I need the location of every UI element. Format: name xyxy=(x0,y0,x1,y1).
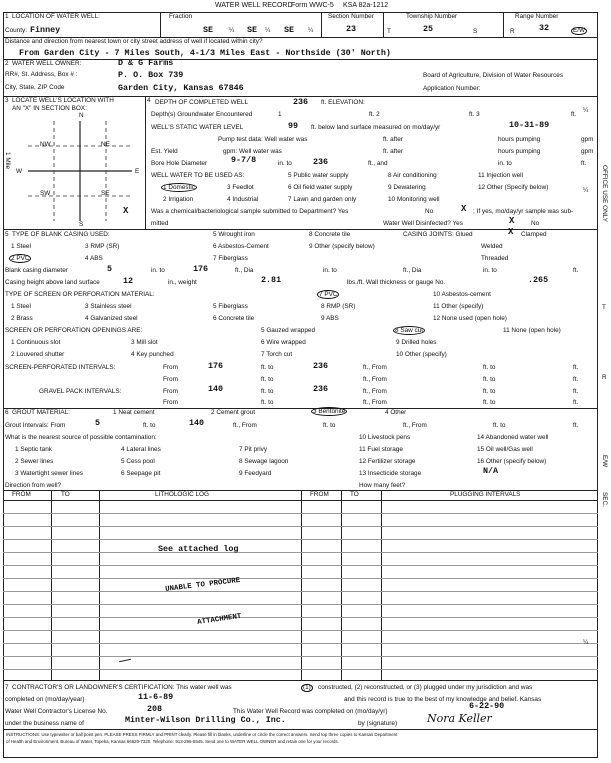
section-number-value[interactable]: 23 xyxy=(346,24,357,34)
township-s-label: S xyxy=(473,28,478,35)
use-other[interactable]: 12 Other (Specify below) xyxy=(478,184,549,191)
use-irrigation[interactable]: 2 Irrigation xyxy=(163,196,194,203)
gravel-ft-to-3: ft. to xyxy=(261,399,274,406)
contam-abandoned[interactable]: 14 Abandoned water well xyxy=(477,434,549,441)
section-7-number: 7 xyxy=(5,684,9,691)
quarter-symbol: ¼ xyxy=(265,27,271,34)
quarter-symbol: ¼ xyxy=(308,27,314,34)
screen-asbestos[interactable]: 10 Asbestos-cement xyxy=(433,291,491,298)
range-value[interactable]: 32 xyxy=(539,23,550,33)
city-label: City, State, ZIP Code xyxy=(5,84,65,91)
contam-na-value[interactable]: N/A xyxy=(483,466,499,476)
compass-w: W xyxy=(16,168,23,175)
plug-from-header: FROM xyxy=(310,491,329,498)
opening-mill[interactable]: 3 Mill slot xyxy=(131,339,158,346)
perf-ft-to-2: ft. to xyxy=(483,364,496,371)
section-2-number: 2 xyxy=(5,60,9,67)
use-feedlot[interactable]: 3 Feedlot xyxy=(227,184,254,191)
township-number-label: Township Number xyxy=(406,13,458,20)
distance-value[interactable]: From Garden City - 7 Miles South, 4-1/3 Miles East - Northside (30' North) xyxy=(19,48,391,58)
opening-key[interactable]: 4 Key punched xyxy=(131,351,174,358)
section-5-number: 5 xyxy=(5,231,9,238)
business-label: under the business name of xyxy=(5,720,84,727)
chem-no: No xyxy=(425,208,434,215)
contam-other[interactable]: 16 Other (specify below) xyxy=(477,458,547,465)
section-6-number: 6 xyxy=(5,409,9,416)
blank-ft-dia-2: ft., Dia xyxy=(403,267,422,274)
depth-label: DEPTH OF COMPLETED WELL xyxy=(155,99,249,106)
perf-ft: ft. xyxy=(573,364,579,371)
license-label: Water Well Contractor's License No. xyxy=(5,708,108,715)
contam-lagoon[interactable]: 8 Sewage lagoon xyxy=(239,458,289,465)
location-x-mark[interactable]: X xyxy=(123,206,129,216)
township-value[interactable]: 25 xyxy=(423,24,434,34)
quadrant-ne: NE xyxy=(101,141,110,148)
grout-material-label: GROUT MATERIAL: xyxy=(12,409,70,416)
sidebar-quarter-1: ¼ xyxy=(583,107,589,114)
screen-fiberglass[interactable]: 5 Fiberglass xyxy=(213,303,248,310)
instructions-line-1: INSTRUCTIONS: Use typewriter or ball point pen. PLEASE PRESS FIRMLY and PRINT clearly. Please fill in blanks, underline or circle the correct answers. Send top three copies to Kansas Department xyxy=(6,732,398,737)
cert-label: CONTRACTOR'S OR LANDOWNER'S CERTIFICATION: This water well was xyxy=(12,684,232,691)
record-date-value[interactable]: 6-22-90 xyxy=(469,701,505,711)
gravel-pack-label: GRAVEL PACK INTERVALS: xyxy=(39,388,122,395)
grout-to-value[interactable]: 140 xyxy=(189,418,205,428)
opening-torch[interactable]: 7 Torch cut xyxy=(261,351,293,358)
blank-casing-label: Blank casing diameter xyxy=(5,267,68,274)
contam-oil[interactable]: 15 Oil well/Gas well xyxy=(477,446,533,453)
contam-pit[interactable]: 7 Pit privy xyxy=(239,446,268,453)
board-label: Board of Agriculture, Division of Water Resources xyxy=(423,72,564,79)
owner-label: WATER WELL OWNER: xyxy=(12,60,82,67)
opening-continuous[interactable]: 1 Continuous slot xyxy=(11,339,61,346)
quarter-symbol: ¼ xyxy=(229,27,235,34)
business-value[interactable]: Minter-Wilson Drilling Co., Inc. xyxy=(125,715,286,725)
casing-weight-value[interactable]: 2.81 xyxy=(261,275,282,285)
how-many-feet-label: How many feet? xyxy=(359,482,406,489)
glued-x[interactable]: X xyxy=(508,227,514,237)
opening-gauzed[interactable]: 5 Gauzed wrapped xyxy=(261,327,316,334)
bore-depth-value[interactable]: 236 xyxy=(313,157,329,167)
contam-insecticide[interactable]: 13 Insecticide storage xyxy=(359,470,422,477)
elevation-label: ft. ELEVATION: xyxy=(321,99,365,106)
bore-diameter-value[interactable]: 9-7/8 xyxy=(231,155,257,165)
water-use-label: WELL WATER TO BE USED AS: xyxy=(151,172,245,179)
contamination-label: What is the nearest source of possible contamination: xyxy=(5,434,157,441)
screen-brass[interactable]: 2 Brass xyxy=(11,315,33,322)
joints-welded[interactable]: Welded xyxy=(481,243,503,250)
office-r: R xyxy=(602,374,607,381)
gravel-ft-2: ft. xyxy=(573,399,579,406)
water-well-record-form xyxy=(3,0,598,761)
est-yield-gpm: gpm: Well water was xyxy=(223,148,282,155)
gravel-ft-to: ft. to xyxy=(261,388,274,395)
casing-height-value[interactable]: 12 xyxy=(123,276,134,286)
gravel-ft-from-2: ft., From xyxy=(363,399,387,406)
contam-septic[interactable]: 1 Septic tank xyxy=(15,446,52,453)
plugging-intervals-header: PLUGGING INTERVALS xyxy=(450,491,521,498)
instructions-line-2: of Health and Environment, Bureau of Water, Topeka, Kansas 66620-7320. Telephone: 913-296-5545. Send one to WATER WELL OWNER and retain one for your records. xyxy=(6,739,339,744)
opening-none[interactable]: 11 None (open hole) xyxy=(503,327,561,334)
screen-other[interactable]: 11 Other (specify) xyxy=(433,303,484,310)
joints-threaded[interactable]: Threaded xyxy=(481,255,509,262)
grout-from-value[interactable]: 5 xyxy=(95,418,101,428)
gravel-ft-from: ft., From xyxy=(363,388,387,395)
contam-lateral[interactable]: 4 Lateral lines xyxy=(121,446,161,453)
casing-asbestos[interactable]: 6 Asbestos-Cement xyxy=(213,243,269,250)
form-number: Form WWC-5 xyxy=(291,2,334,9)
section-number-label: Section Number xyxy=(328,13,374,20)
section-3-number: 3 xyxy=(5,97,9,104)
perf-ft-to: ft. to xyxy=(261,364,274,371)
plug-to-header: TO xyxy=(350,491,359,498)
grout-ft-to-3: ft. to xyxy=(493,422,506,429)
grout-neat[interactable]: 1 Neat cement xyxy=(113,409,155,416)
grout-other[interactable]: 4 Other xyxy=(385,409,407,416)
record-completed-label: This Water Well Record was completed on (mo/day/yr) xyxy=(233,708,388,715)
gauge-value[interactable]: .265 xyxy=(528,275,549,285)
chem-sample-label: Was a chemical/bacteriological sample submitted to Department? Yes xyxy=(151,208,349,215)
quadrant-sw: SW xyxy=(40,190,51,197)
signature: Nora Keller xyxy=(427,712,492,725)
address-label: RR#, St. Address, Box # : xyxy=(5,71,78,78)
bore-in-to-2: in. to xyxy=(498,160,512,167)
perf-ft-from-2: ft., From xyxy=(363,376,387,383)
blank-diameter-value[interactable]: 5 xyxy=(107,264,113,274)
use-air[interactable]: 8 Air conditioning xyxy=(388,172,437,179)
grout-ft-from-2: ft., From xyxy=(403,422,427,429)
grout-ft-to: ft. to xyxy=(143,422,156,429)
address-value[interactable]: P. O. Box 739 xyxy=(118,70,184,80)
completed-label: completed on (mo/day/year) xyxy=(5,696,85,703)
contam-sewer[interactable]: 2 Sewer lines xyxy=(15,458,54,465)
completed-date-value[interactable]: 11-6-89 xyxy=(138,692,174,702)
license-value[interactable]: 208 xyxy=(147,704,163,714)
quarter-3-value[interactable]: SE xyxy=(284,25,295,35)
chem-no-x[interactable]: X xyxy=(461,204,467,214)
gravel-from-label-2: From xyxy=(163,399,178,406)
pump-ft-after: ft. after xyxy=(383,136,403,143)
pump-gpm: gpm xyxy=(581,136,594,143)
fraction-label: Fraction xyxy=(169,13,193,20)
blank-in-to: in. to xyxy=(151,267,165,274)
blank-in-to-2: in. to xyxy=(323,267,337,274)
office-use-label: OFFICE USE ONLY xyxy=(601,165,608,223)
contam-fertilizer[interactable]: 12 Fertilizer storage xyxy=(359,458,416,465)
office-sec: SEC. xyxy=(601,492,608,507)
screen-steel[interactable]: 1 Steel xyxy=(11,303,31,310)
use-public[interactable]: 5 Public water supply xyxy=(288,172,349,179)
grout-cement[interactable]: 2 Cement grout xyxy=(211,409,256,416)
screen-none[interactable]: 12 None used (open hole) xyxy=(433,315,507,322)
est-gpm: gpm xyxy=(581,148,594,155)
section-1-number: 1 xyxy=(5,13,9,20)
ksa-reference: KSA 82a-1212 xyxy=(343,2,389,9)
quadrant-se: SE xyxy=(101,190,110,197)
casing-height-label: Casing height above land surface xyxy=(5,279,100,286)
compass-s: S xyxy=(79,221,84,228)
distance-label: Distance and direction from nearest town or city street address of well if located within city? xyxy=(5,38,263,45)
use-monitoring[interactable]: 10 Monitoring well xyxy=(388,196,440,203)
gw-3: ft. 3 xyxy=(469,111,480,118)
casing-pvc[interactable]: 2 PVC xyxy=(11,255,30,262)
log-note-unable: UNABLE TO PROCURE xyxy=(164,576,241,594)
casing-concrete[interactable]: 8 Concrete tile xyxy=(309,231,351,238)
range-r-label: R xyxy=(510,28,515,35)
blank-in-to-3: in. to xyxy=(483,267,497,274)
perf-ft-to-3: ft. to xyxy=(261,376,274,383)
opening-saw-cut[interactable]: 8 Saw cut xyxy=(395,327,424,334)
range-number-label: Range Number xyxy=(515,13,559,20)
range-direction-circled[interactable]: E/W xyxy=(573,27,586,34)
groundwater-label: Depth(s) Groundwater Encountered xyxy=(151,111,253,118)
casing-abs[interactable]: 4 ABS xyxy=(85,255,103,262)
casing-fiberglass[interactable]: 7 Fiberglass xyxy=(213,255,248,262)
screen-pvc[interactable]: 7 PVC xyxy=(319,291,338,298)
grout-intervals-label: Grout Intervals: From xyxy=(5,422,66,429)
log-note-attached: See attached log xyxy=(158,544,239,554)
township-t-label: T xyxy=(387,28,391,35)
signature-label: by (signature) xyxy=(358,720,398,727)
static-date-value[interactable]: 10-31-89 xyxy=(509,120,550,130)
screen-material-label: TYPE OF SCREEN OR PERFORATION MATERIAL: xyxy=(5,291,155,298)
pump-test-label: Pump test data: Well water was xyxy=(218,136,308,143)
gw-1: 1 xyxy=(278,111,282,118)
gravel-ft-to-2: ft. to xyxy=(483,388,496,395)
gw-ft: ft. xyxy=(571,111,577,118)
casing-type-label: TYPE OF BLANK CASING USED: xyxy=(12,231,110,238)
static-level-label: WELL'S STATIC WATER LEVEL xyxy=(151,124,244,131)
joints-clamped[interactable]: Clamped xyxy=(521,231,547,238)
casing-steel[interactable]: 1 Steel xyxy=(11,243,31,250)
gw-2: ft. 2 xyxy=(369,111,380,118)
log-to-header: TO xyxy=(61,491,70,498)
use-lawn[interactable]: 7 Lawn and garden only xyxy=(288,196,357,203)
locate-label-2: AN "X" IN SECTION BOX: xyxy=(12,105,87,112)
quarter-2-value[interactable]: SE xyxy=(247,25,258,35)
disinfected-x[interactable]: X xyxy=(509,216,515,226)
office-ew: E/W xyxy=(601,455,608,468)
cert-choice-circled[interactable]: (1) xyxy=(303,684,311,691)
log-note-attachment: ATTACHMENT xyxy=(196,612,242,627)
opening-drilled[interactable]: 9 Drilled holes xyxy=(396,339,437,346)
county-value[interactable]: Finney xyxy=(30,25,61,35)
est-ft-after: ft. after xyxy=(383,148,403,155)
contam-feedyard[interactable]: 9 Feedyard xyxy=(239,470,272,477)
sidebar-quarter-3: ¼ xyxy=(583,639,589,646)
screen-abs[interactable]: 9 ABS xyxy=(321,315,339,322)
bore-ft-and: ft., and xyxy=(368,160,388,167)
perforated-intervals-label: SCREEN-PERFORATED INTERVALS: xyxy=(5,364,116,371)
owner-name-value[interactable]: D & G Farms xyxy=(118,58,174,68)
perf-from-label: From xyxy=(163,364,178,371)
contam-seepage[interactable]: 6 Seepage pit xyxy=(121,470,161,477)
grout-bentonite[interactable]: 3 Bentonite xyxy=(313,408,346,415)
compass-n: N xyxy=(79,112,84,119)
blank-depth-value[interactable]: 176 xyxy=(193,264,209,274)
bore-ft: ft. xyxy=(581,160,587,167)
bore-diameter-label: Bore Hole Diameter xyxy=(151,160,208,167)
depth-value[interactable]: 236 xyxy=(293,97,309,107)
use-oil[interactable]: 6 Oil field water supply xyxy=(288,184,353,191)
pump-hours: hours pumping xyxy=(498,136,541,143)
gravel-ft: ft. xyxy=(573,388,579,395)
lithologic-log-header: LITHOLOGIC LOG xyxy=(155,491,209,498)
chem-mitted: mitted xyxy=(151,220,169,227)
screen-stainless[interactable]: 3 Stainless steel xyxy=(85,303,132,310)
gravel-from-value[interactable]: 140 xyxy=(208,384,224,394)
gravel-from-label: From xyxy=(163,388,178,395)
grout-ft-from: ft., From xyxy=(233,422,257,429)
disinfected-label: Water Well Disinfected? Yes xyxy=(383,220,463,227)
direction-label: Direction from well? xyxy=(5,482,62,489)
blank-ft: ft. xyxy=(573,267,579,274)
wall-thickness-label: lbs./ft. Wall thickness or gauge No. xyxy=(347,279,446,286)
contam-livestock[interactable]: 10 Livestock pens xyxy=(359,434,411,441)
blank-ft-dia: ft., Dia xyxy=(235,267,254,274)
screen-rmp[interactable]: 8 RMP (SR) xyxy=(321,303,356,310)
opening-louvered[interactable]: 2 Louvered shutter xyxy=(11,351,65,358)
casing-rmp[interactable]: 3 RMP (SR) xyxy=(85,243,120,250)
perf-ft-from: ft., From xyxy=(363,364,387,371)
mile-label: 1 Mile xyxy=(4,152,11,170)
section-box-grid[interactable] xyxy=(28,121,132,221)
disinfected-no: No xyxy=(531,220,540,227)
casing-other[interactable]: 9 Other (specify below) xyxy=(309,243,375,250)
application-number-label: Application Number: xyxy=(423,85,481,92)
screen-concrete[interactable]: 6 Concrete tile xyxy=(213,315,255,322)
locate-label: LOCATE WELL'S LOCATION WITH xyxy=(12,97,114,104)
quarter-1-value[interactable]: SE xyxy=(203,25,214,35)
opening-wire[interactable]: 6 Wire wrapped xyxy=(261,339,306,346)
screen-galvanized[interactable]: 4 Galvanized steel xyxy=(85,315,138,322)
use-industrial[interactable]: 4 Industrial xyxy=(227,196,259,203)
county-label: County: xyxy=(5,27,28,34)
est-yield-label: Est. Yield xyxy=(151,148,178,155)
grout-ft: ft. xyxy=(573,422,579,429)
perf-to-value[interactable]: 236 xyxy=(313,361,329,371)
contam-watertight[interactable]: 3 Watertight sewer lines xyxy=(15,470,83,477)
section-4-number: 4 xyxy=(147,97,151,104)
use-dewatering[interactable]: 9 Dewatering xyxy=(388,184,426,191)
contam-cess[interactable]: 5 Cess pool xyxy=(121,458,155,465)
perf-from-value[interactable]: 176 xyxy=(208,361,224,371)
use-domestic[interactable]: 1 Domestic xyxy=(163,184,195,191)
log-from-header: FROM xyxy=(12,491,31,498)
opening-other[interactable]: 10 Other (specify) xyxy=(396,351,447,358)
city-value[interactable]: Garden City, Kansas 67846 xyxy=(118,83,244,93)
grout-ft-to-2: ft. to xyxy=(323,422,336,429)
static-level-tail: ft. below land surface measured on mo/day/yr xyxy=(311,124,441,131)
office-t: T xyxy=(602,304,606,311)
perf-ft-to-4: ft. to xyxy=(483,376,496,383)
contam-fuel[interactable]: 11 Fuel storage xyxy=(359,446,403,453)
gravel-to-value[interactable]: 236 xyxy=(313,384,329,394)
perf-ft-2: ft. xyxy=(573,376,579,383)
joints-label: CASING JOINTS: Glued xyxy=(403,231,473,238)
gravel-ft-to-4: ft. to xyxy=(483,399,496,406)
cert-label-2: constructed, (2) reconstructed, or (3) plugged under my jurisdiction and was xyxy=(318,684,533,691)
form-title: WATER WELL RECORD xyxy=(215,2,293,9)
perf-from-label-2: From xyxy=(163,376,178,383)
compass-e: E xyxy=(135,168,140,175)
use-injection[interactable]: 11 Injection well xyxy=(478,172,523,179)
est-hours: hours pumping xyxy=(498,148,541,155)
completed-tail: and this record is true to the best of my knowledge and belief. Kansas xyxy=(344,696,542,703)
openings-label: SCREEN OR PERFORATION OPENINGS ARE: xyxy=(5,327,143,334)
bore-in-to: in. to xyxy=(278,160,292,167)
sidebar-quarter-2: ¼ xyxy=(583,187,589,194)
casing-wrought[interactable]: 5 Wrought iron xyxy=(213,231,255,238)
chem-tail: ; If yes, mo/day/yr sample was sub- xyxy=(473,208,574,215)
static-level-value[interactable]: 99 xyxy=(288,121,299,131)
location-label: LOCATION OF WATER WELL: xyxy=(12,13,100,20)
casing-weight-label: in., weight xyxy=(168,279,197,286)
quadrant-nw: NW xyxy=(40,141,51,148)
